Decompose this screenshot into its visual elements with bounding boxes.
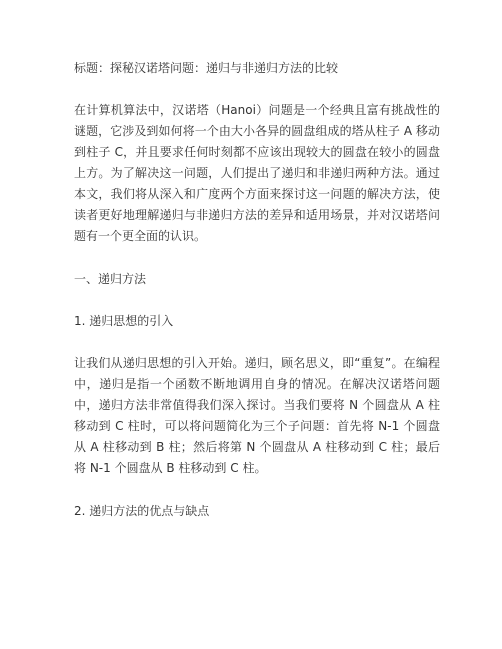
document-content bbox=[74, 58, 440, 543]
subsection-heading-pros-cons: 2. 递归方法的优点与缺点 bbox=[74, 504, 210, 518]
recursion-intro-paragraph: 让我们从递归思想的引入开始。递归，顾名思义，即“重复”。在编程中，递归是指一个函数不断地调用自身的情况。在解决汉诺塔问题中，递归方法非常值得我们深入探讨。当我们要将 N 个圆盘从 A 柱移动到 C 柱时，可以将问题简化为三个子问题：首先将 N-1 个圆盘从 A 柱移动到 B 柱；然后将第 N 个圆盘从 A 柱移动到 C 柱；最后将 N-1 个圆盘从 B 柱移动到 C 柱。 bbox=[74, 356, 440, 475]
subsection-heading-recursion-intro: 1. 递归思想的引入 bbox=[74, 314, 174, 328]
intro-paragraph: 在计算机算法中，汉诺塔（Hanoi）问题是一个经典且富有挑战性的谜题，它涉及到如何将一个由大小各异的圆盘组成的塔从柱子 A 移动到柱子 C，并且要求任何时刻都不应该出现较大的圆盘在较小的圆盘上方。为了解决这一问题，人们提出了递归和非递归两种方法。通过本文，我们将从深入和广度两个方面来探讨这一问题的解决方法，使读者更好地理解递归与非递归方法的差异和适用场景，并对汉诺塔问题有一个更全面的认识。 bbox=[74, 103, 440, 243]
section-heading-recursive: 一、递归方法 bbox=[74, 272, 147, 286]
document-title: 标题：探秘汉诺塔问题：递归与非递归方法的比较 bbox=[74, 61, 339, 75]
